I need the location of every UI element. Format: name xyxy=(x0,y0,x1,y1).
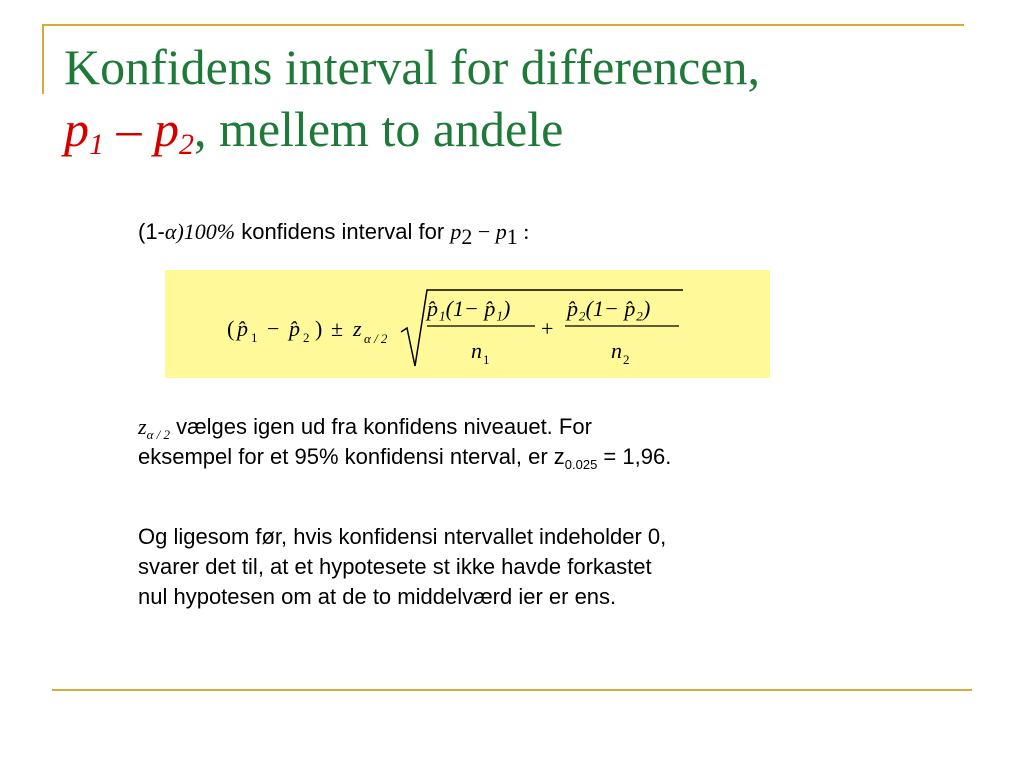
formula-minus: − xyxy=(267,316,280,341)
para1-text3: = 1,96. xyxy=(597,444,672,469)
formula-pm: ± xyxy=(331,316,344,341)
ci-p-a: p xyxy=(450,219,462,244)
formula-rparen: ) xyxy=(315,316,323,341)
ci-formula xyxy=(165,270,770,378)
slide-title xyxy=(64,36,964,160)
title-line1: Konfidens interval for differencen, xyxy=(64,39,761,95)
formula-plus: + xyxy=(541,316,554,341)
formula-phat-1: p̂ xyxy=(237,316,248,341)
formula-sub-1: 1 xyxy=(251,330,258,345)
formula-phat-2: p̂ xyxy=(289,316,300,341)
formula-num-2: p̂₂(1− p̂₂) xyxy=(567,296,651,321)
ci-op: − xyxy=(472,219,496,244)
formula-box xyxy=(165,270,770,378)
hypothesis-paragraph xyxy=(138,522,858,612)
formula-den-1-sub: 1 xyxy=(483,352,490,367)
ci-p-b: p xyxy=(495,219,507,244)
ci-alpha-percent: α)100% xyxy=(164,219,236,244)
formula-den-2-sub: 2 xyxy=(623,352,630,367)
title-sub2: 2 xyxy=(179,128,194,161)
formula-z: z xyxy=(353,316,362,341)
para-z: z xyxy=(138,414,147,439)
ci-colon: : xyxy=(517,219,530,244)
title-p2-symbol xyxy=(154,101,194,161)
formula-sub-2: 2 xyxy=(303,330,310,345)
para2-line3: nul hypotesen om at de to middelværd ier er ens. xyxy=(138,584,617,609)
para1-text1: vælges igen ud fra konfidens niveauet. For xyxy=(170,414,592,439)
title-minus: – xyxy=(104,101,154,157)
formula-den-1: n xyxy=(471,338,482,363)
ci-sub-a: 2 xyxy=(461,224,473,249)
ci-heading xyxy=(138,219,530,249)
ci-sub-b: 1 xyxy=(506,224,518,249)
title-p-letter-2: p xyxy=(154,101,179,157)
title-p1-symbol xyxy=(64,101,104,161)
para1-text2: eksempel for et 95% konfidensi nterval, er z xyxy=(138,444,565,469)
formula-den-2: n xyxy=(611,338,622,363)
frame-bottom-rule xyxy=(52,689,972,691)
formula-num-1: p̂₁(1− p̂₁) xyxy=(427,296,511,321)
title-line2-rest: , mellem to andele xyxy=(194,101,564,157)
z-explanation-paragraph xyxy=(138,412,858,472)
title-sub1: 1 xyxy=(89,128,104,161)
ci-text: konfidens interval for xyxy=(235,219,451,244)
frame-top-rule xyxy=(42,24,964,26)
para-z-sub: α / 2 xyxy=(146,427,170,442)
para2-line2: svarer det til, at et hypotesete st ikke havde forkastet xyxy=(138,554,652,579)
formula-z-sub: α / 2 xyxy=(364,331,388,346)
para2-line1: Og ligesom før, hvis konfidensi ntervallet indeholder 0, xyxy=(138,524,667,549)
formula-lparen: ( xyxy=(227,316,235,341)
title-p-letter: p xyxy=(64,101,89,157)
frame-left-rule xyxy=(42,24,44,94)
ci-prefix: (1- xyxy=(138,219,165,244)
para1-z-sub2: 0.025 xyxy=(564,457,598,472)
